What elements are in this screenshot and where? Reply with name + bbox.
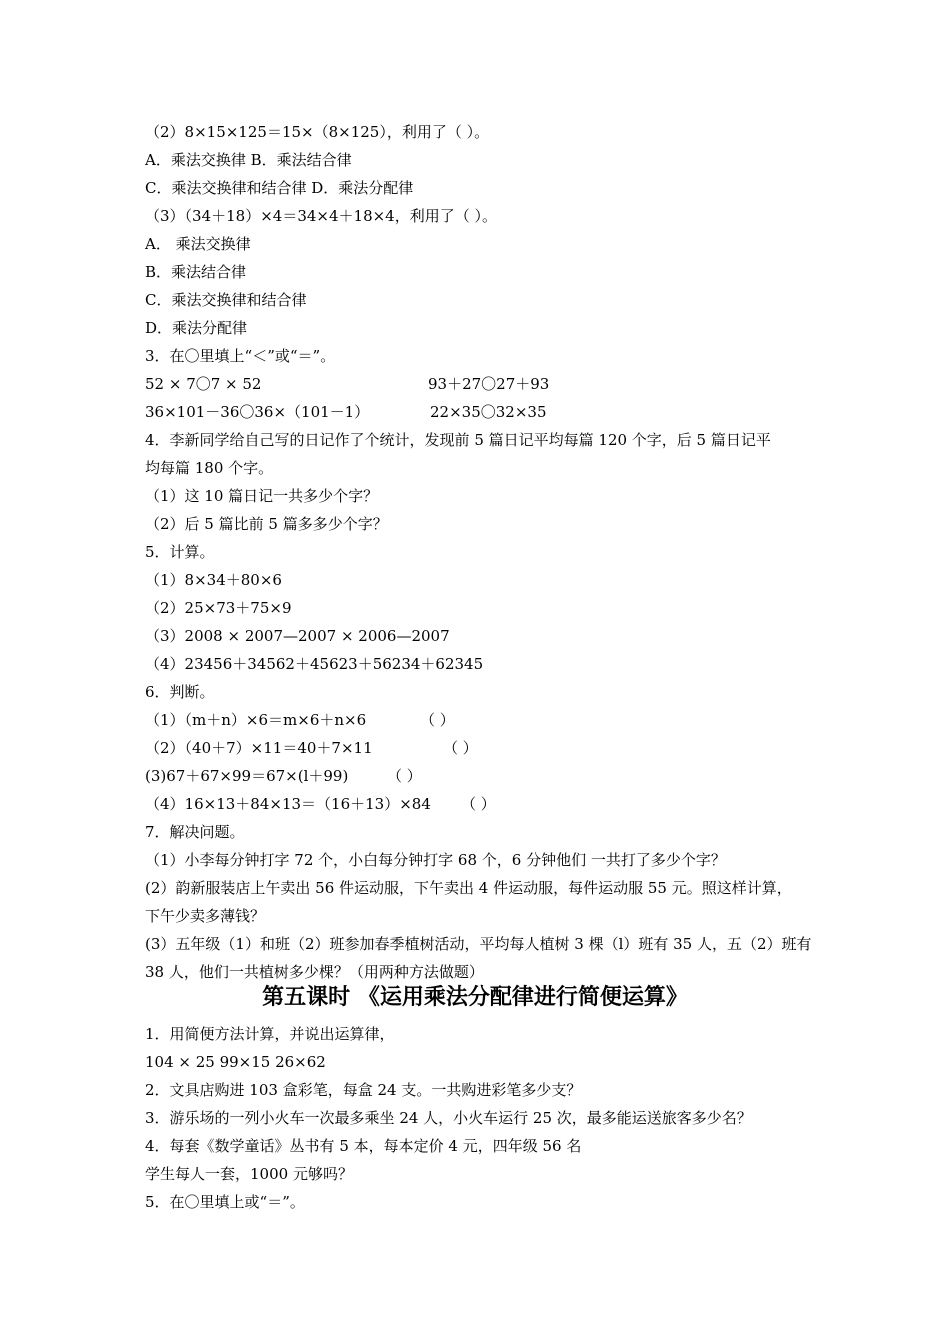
section-6-title: 6．判断。 [145, 683, 215, 701]
section-3-title: 3．在〇里填上“＜”或“＝”。 [145, 347, 336, 365]
judge-blank-2: （ ） [443, 739, 478, 757]
section-4-q1: （1）这 10 篇日记一共多少个字？ [145, 487, 379, 505]
section-4-q2: （2）后 5 篇比前 5 篇多多少个字？ [145, 515, 388, 533]
q2-options-cd: C．乘法交换律和结合律 D．乘法分配律 [145, 179, 414, 197]
lesson5-p1: 1．用简便方法计算，并说出运算律， [145, 1025, 395, 1043]
problem-2-line-2: 下午少卖多薄钱？ [145, 907, 266, 925]
section-4-line-1: 4．李新同学给自己写的日记作了个统计，发现前 5 篇日记平均每篇 120 个字，后 5 篇日记平 [145, 431, 771, 449]
q2-stem: （2）8×15×125＝15×（8×125），利用了（ ）。 [145, 123, 490, 141]
judge-row-1 [145, 710, 455, 730]
compare-row-1 [145, 374, 550, 394]
compare-2-left: 36×101－36〇36×（101－1） [145, 403, 370, 421]
q3-option-c: C．乘法交换律和结合律 [145, 291, 307, 309]
problem-3-line-1: (3）五年级（1）和班（2）班参加春季植树活动，平均每人植树 3 棵（l）班有 35 人，五（2）班有 [145, 935, 812, 953]
lesson5-p3: 3．游乐场的一列小火车一次最多乘坐 24 人，小火车运行 25 次，最多能运送旅客多少名？ [145, 1109, 752, 1127]
problem-3-line-2: 38 人，他们一共植树多少棵？（用两种方法做题） [145, 963, 484, 981]
calc-q1: （1）8×34＋80×6 [145, 571, 282, 589]
lesson5-p4-line-1: 4．每套《数学童话》丛书有 5 本，每本定价 4 元，四年级 56 名 [145, 1137, 582, 1155]
q3-option-a: A． 乘法交换律 [145, 235, 251, 253]
q3-stem: （3）（34＋18）×4＝34×4＋18×4，利用了（ ）。 [145, 207, 497, 225]
lesson5-p5: 5．在〇里填上或“＝”。 [145, 1193, 305, 1211]
problem-1: （1）小李每分钟打字 72 个，小白每分钟打字 68 个，6 分钟他们 一共打了多少个字？ [145, 851, 726, 869]
judge-q3: (3)67＋67×99＝67×(l＋99) [145, 767, 349, 785]
judge-row-3 [145, 766, 422, 786]
compare-2-right: 22×35〇32×35 [430, 403, 547, 421]
compare-1-left: 52 × 7〇7 × 52 [145, 375, 262, 393]
judge-q2: （2）（40＋7）×11＝40＋7×11 [145, 739, 373, 757]
q3-option-d: D．乘法分配律 [145, 319, 248, 337]
judge-row-4 [145, 794, 496, 814]
judge-q4: （4）16×13＋84×13＝（16＋13）×84 [145, 795, 431, 813]
judge-row-2 [145, 738, 478, 758]
judge-blank-3: （ ） [387, 767, 422, 785]
q3-option-b: B．乘法结合律 [145, 263, 247, 281]
judge-blank-1: （ ） [420, 711, 455, 729]
calc-q2: （2）25×73＋75×9 [145, 599, 292, 617]
compare-1-right: 93＋27〇27＋93 [428, 375, 550, 393]
lesson5-p4-line-2: 学生每人一套，1000 元够吗？ [145, 1165, 353, 1183]
calc-q3: （3）2008 × 2007—2007 × 2006—2007 [145, 627, 450, 645]
q2-options-ab: A．乘法交换律 B．乘法结合律 [145, 151, 352, 169]
calc-q4: （4）23456＋34562＋45623＋56234＋62345 [145, 655, 484, 673]
section-7-title: 7．解决问题。 [145, 823, 245, 841]
judge-blank-4: （ ） [461, 795, 496, 813]
compare-row-2 [145, 402, 547, 422]
problem-2-line-1: (2）韵新服装店上午卖出 56 件运动服，下午卖出 4 件运动服，每件运动服 55 元。照这样计算， [145, 879, 792, 897]
section-4-line-2: 均每篇 180 个字。 [145, 459, 274, 477]
section-5-title: 5．计算。 [145, 543, 215, 561]
lesson5-p2: 2．文具店购进 103 盒彩笔，每盒 24 支。一共购进彩笔多少支？ [145, 1081, 582, 1099]
judge-q1: （1）（m＋n）×6＝m×6＋n×6 [145, 711, 367, 729]
lesson5-p1-items: 104 × 25 99×15 26×62 [145, 1053, 326, 1071]
lesson-5-title: 第五课时 《运用乘法分配律进行简便运算》 [262, 985, 688, 1010]
